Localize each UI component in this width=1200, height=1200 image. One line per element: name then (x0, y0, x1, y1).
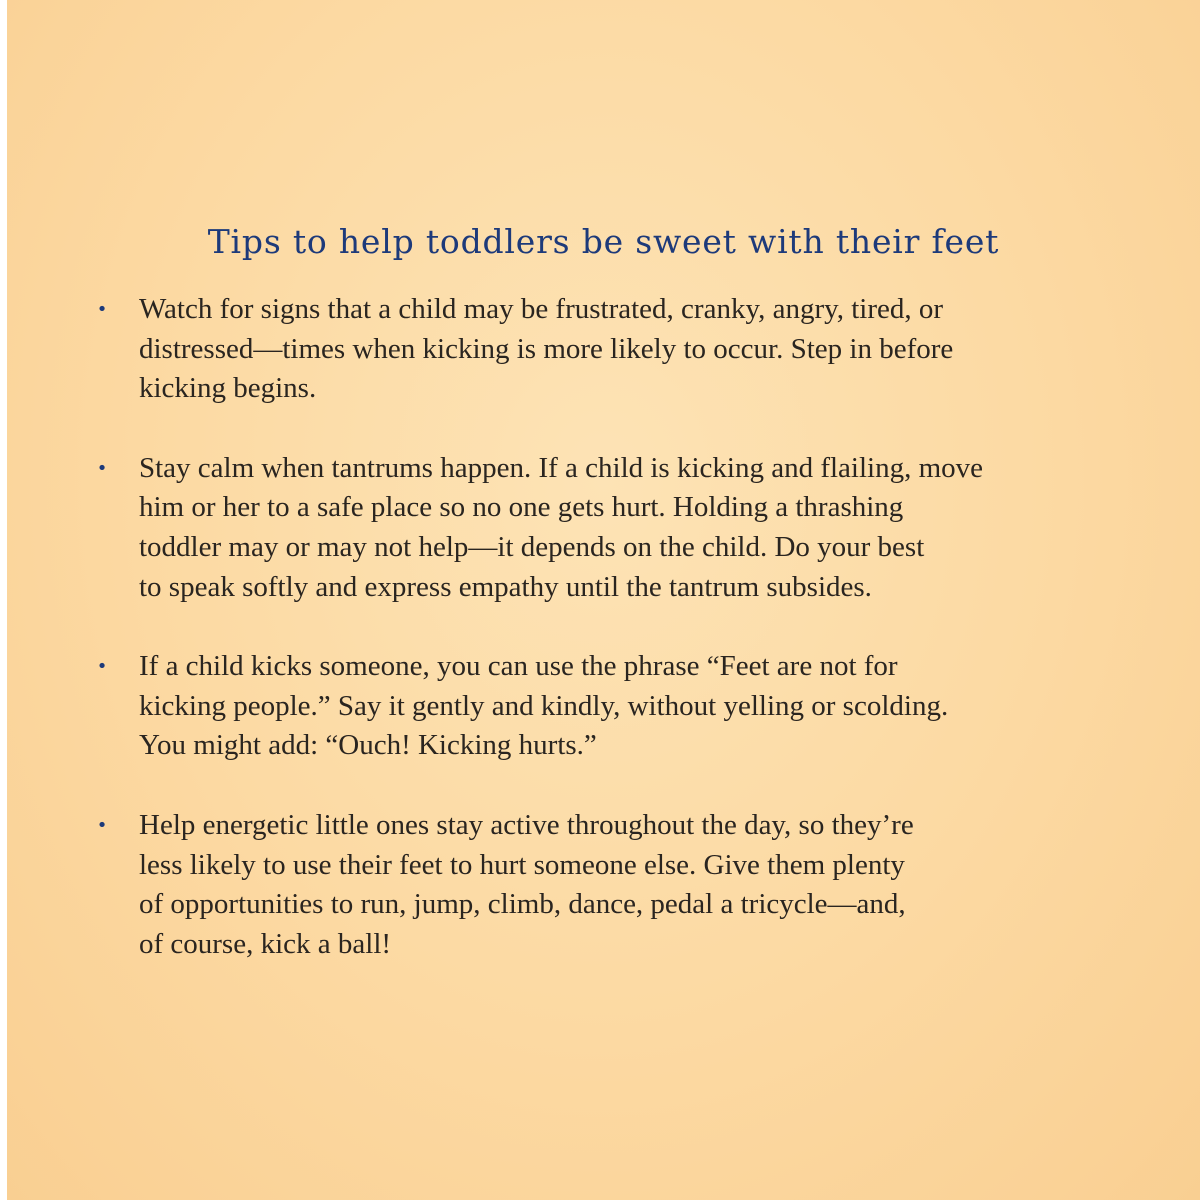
book-page (7, 0, 1200, 1200)
tip-item-3 (7, 647, 1200, 766)
tip-line: less likely to use their feet to hurt someone else. Give them plenty (139, 848, 905, 881)
tip-line: toddler may or may not help—it depends on the child. Do your best (139, 530, 925, 563)
tip-line: of opportunities to run, jump, climb, dance, pedal a tricycle—and, (139, 888, 906, 921)
bullet-icon: • (96, 457, 108, 479)
tip-item-4 (7, 806, 1200, 964)
tip-line: him or her to a safe place so no one gets hurt. Holding a thrashing (139, 491, 904, 524)
tip-line: Watch for signs that a child may be frustrated, cranky, angry, tired, or (139, 293, 944, 325)
tip-line: kicking people.” Say it gently and kindly, without yelling or scolding. (139, 689, 949, 722)
tips-list (7, 290, 1200, 1004)
tip-line: Stay calm when tantrums happen. If a child is kicking and flailing, move (139, 451, 984, 484)
tip-line: You might add: “Ouch! Kicking hurts.” (139, 729, 597, 762)
tip-item-1 (7, 290, 1200, 409)
bullet-icon: • (96, 299, 108, 320)
bullet-icon: • (96, 814, 108, 836)
tip-item-2 (7, 449, 1200, 607)
page-title: Tips to help toddlers be sweet with their feet (207, 222, 1000, 261)
tip-line: of course, kick a ball! (139, 927, 392, 960)
tip-line: If a child kicks someone, you can use the phrase “Feet are not for (139, 650, 898, 683)
tip-line: to speak softly and express empathy until the tantrum subsides. (139, 570, 872, 603)
bullet-icon: • (96, 656, 108, 678)
tip-line: distressed—times when kicking is more likely to occur. Step in before (139, 332, 954, 365)
tip-line: kicking begins. (139, 372, 317, 405)
tip-line: Help energetic little ones stay active throughout the day, so they’re (139, 808, 914, 841)
